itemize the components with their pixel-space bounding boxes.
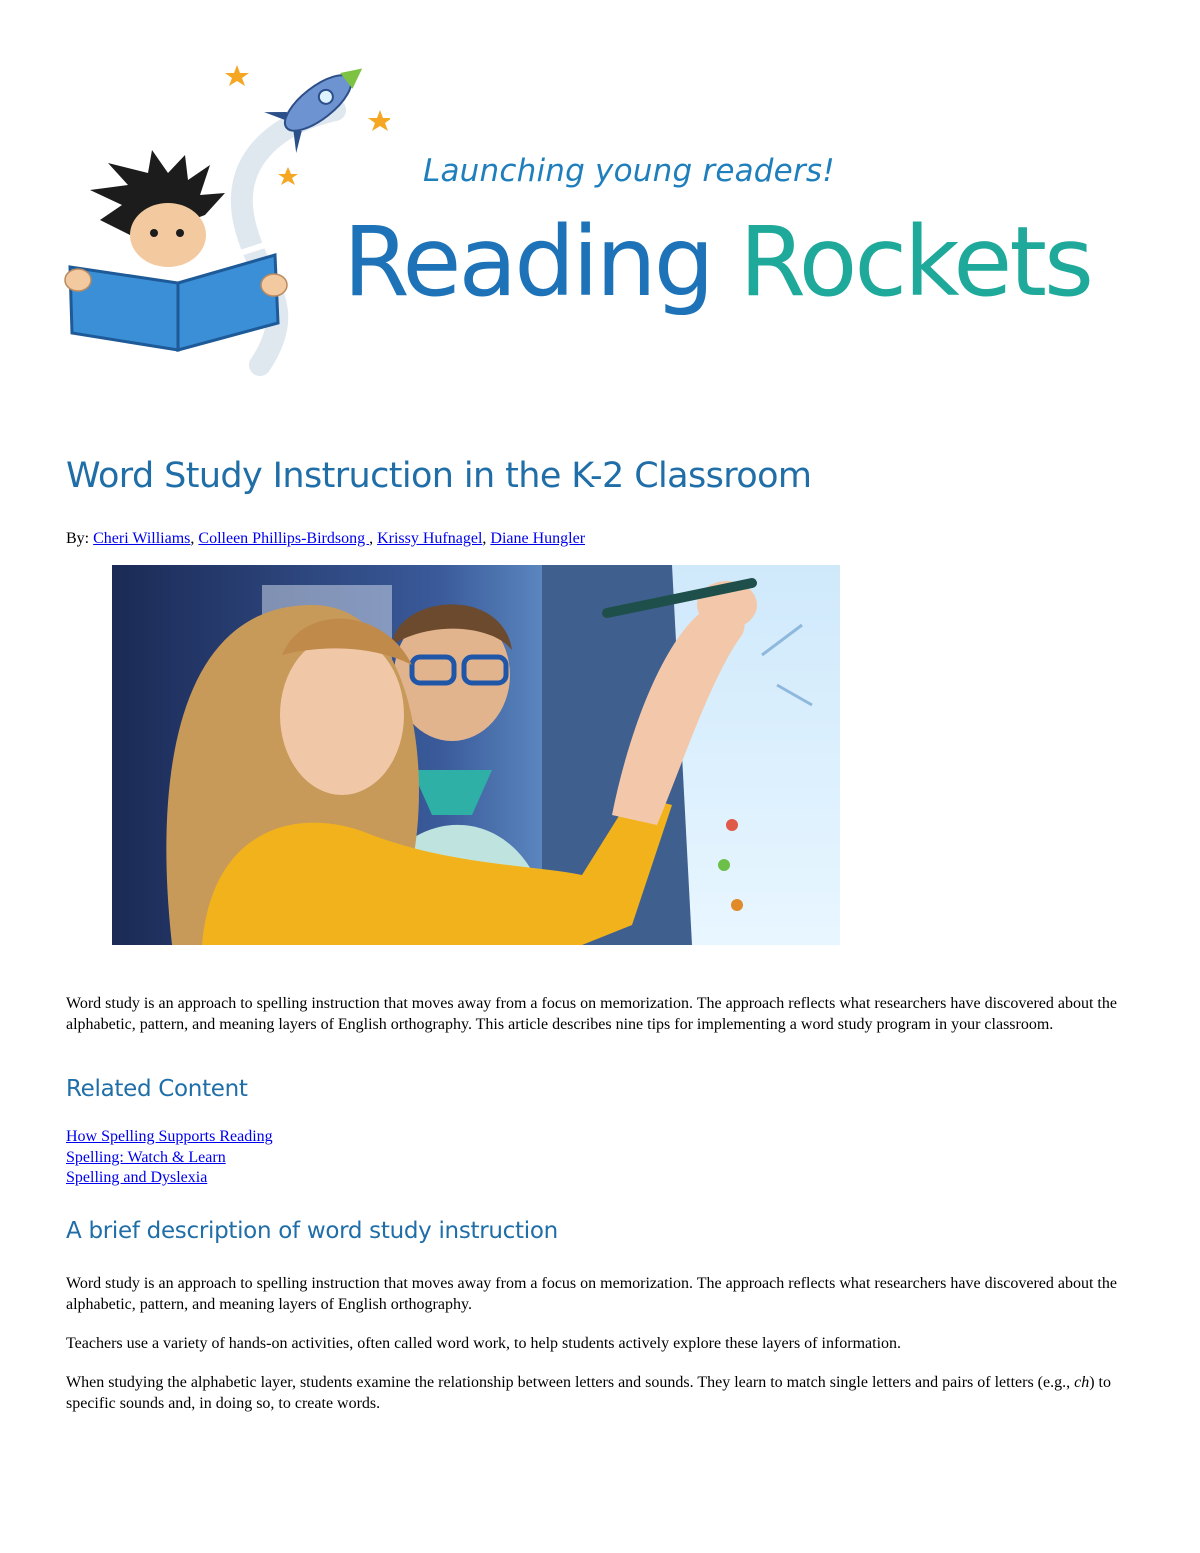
brand-part-rockets: Rockets bbox=[739, 206, 1091, 318]
intro-paragraph: Word study is an approach to spelling instruction that moves away from a focus on memorization. The approach reflects what researchers have discovered about the alphabetic, pattern, and meaning layers of English orthography. This article describes nine tips for implementing a word study program in your classroom. bbox=[66, 995, 1117, 1033]
author-link-colleen-phillips-birdsong[interactable]: Colleen Phillips-Birdsong bbox=[198, 530, 370, 547]
related-link-spelling-and-dyslexia[interactable]: Spelling and Dyslexia bbox=[66, 1169, 208, 1186]
related-content-heading: Related Content bbox=[66, 1076, 248, 1102]
byline: By: Cheri Williams, Colleen Phillips-Birdsong , Krissy Hufnagel, Diane Hungler bbox=[66, 530, 586, 547]
related-links bbox=[66, 1127, 1136, 1189]
paragraph-3-text-start: When studying the alphabetic layer, students examine the relationship between letters and sounds. They learn to match single letters and pairs of letters (e.g., bbox=[66, 1373, 1075, 1391]
section-paragraph-2: Teachers use a variety of hands-on activities, often called word work, to help students actively explore these layers of information. bbox=[66, 1334, 902, 1352]
related-link-how-spelling-supports-reading[interactable]: How Spelling Supports Reading bbox=[66, 1128, 273, 1145]
section-paragraph-3 bbox=[66, 1372, 1136, 1414]
section-heading: A brief description of word study instruction bbox=[66, 1217, 558, 1244]
site-header bbox=[0, 0, 1200, 400]
related-link-spelling-watch-learn[interactable]: Spelling: Watch & Learn bbox=[66, 1148, 226, 1166]
tagline: Launching young readers! bbox=[423, 153, 835, 189]
brand-name bbox=[343, 206, 1091, 318]
reading-rockets-logo-icon bbox=[60, 55, 390, 385]
author-link-cheri-williams[interactable]: Cheri Williams bbox=[93, 530, 191, 547]
example-letters: ch bbox=[1074, 1373, 1090, 1391]
author-link-krissy-hufnagel[interactable]: Krissy Hufnagel bbox=[377, 530, 483, 547]
brand-part-reading: Reading bbox=[343, 206, 712, 318]
page-title: Word Study Instruction in the K-2 Classroom bbox=[66, 456, 812, 496]
students-at-whiteboard-image bbox=[112, 565, 840, 945]
section-paragraph-1: Word study is an approach to spelling instruction that moves away from a focus on memorization. The approach reflects what researchers have discovered about the alphabetic, pattern, and meaning layers of English orthography. bbox=[66, 1274, 1117, 1313]
author-link-diane-hungler[interactable]: Diane Hungler bbox=[490, 530, 586, 547]
byline-prefix: By: bbox=[66, 530, 94, 547]
paragraph-3-text-end: ) to specific sounds and, in doing so, to create words. bbox=[66, 1373, 1111, 1412]
article bbox=[66, 455, 1136, 1414]
hero-image bbox=[112, 565, 840, 945]
